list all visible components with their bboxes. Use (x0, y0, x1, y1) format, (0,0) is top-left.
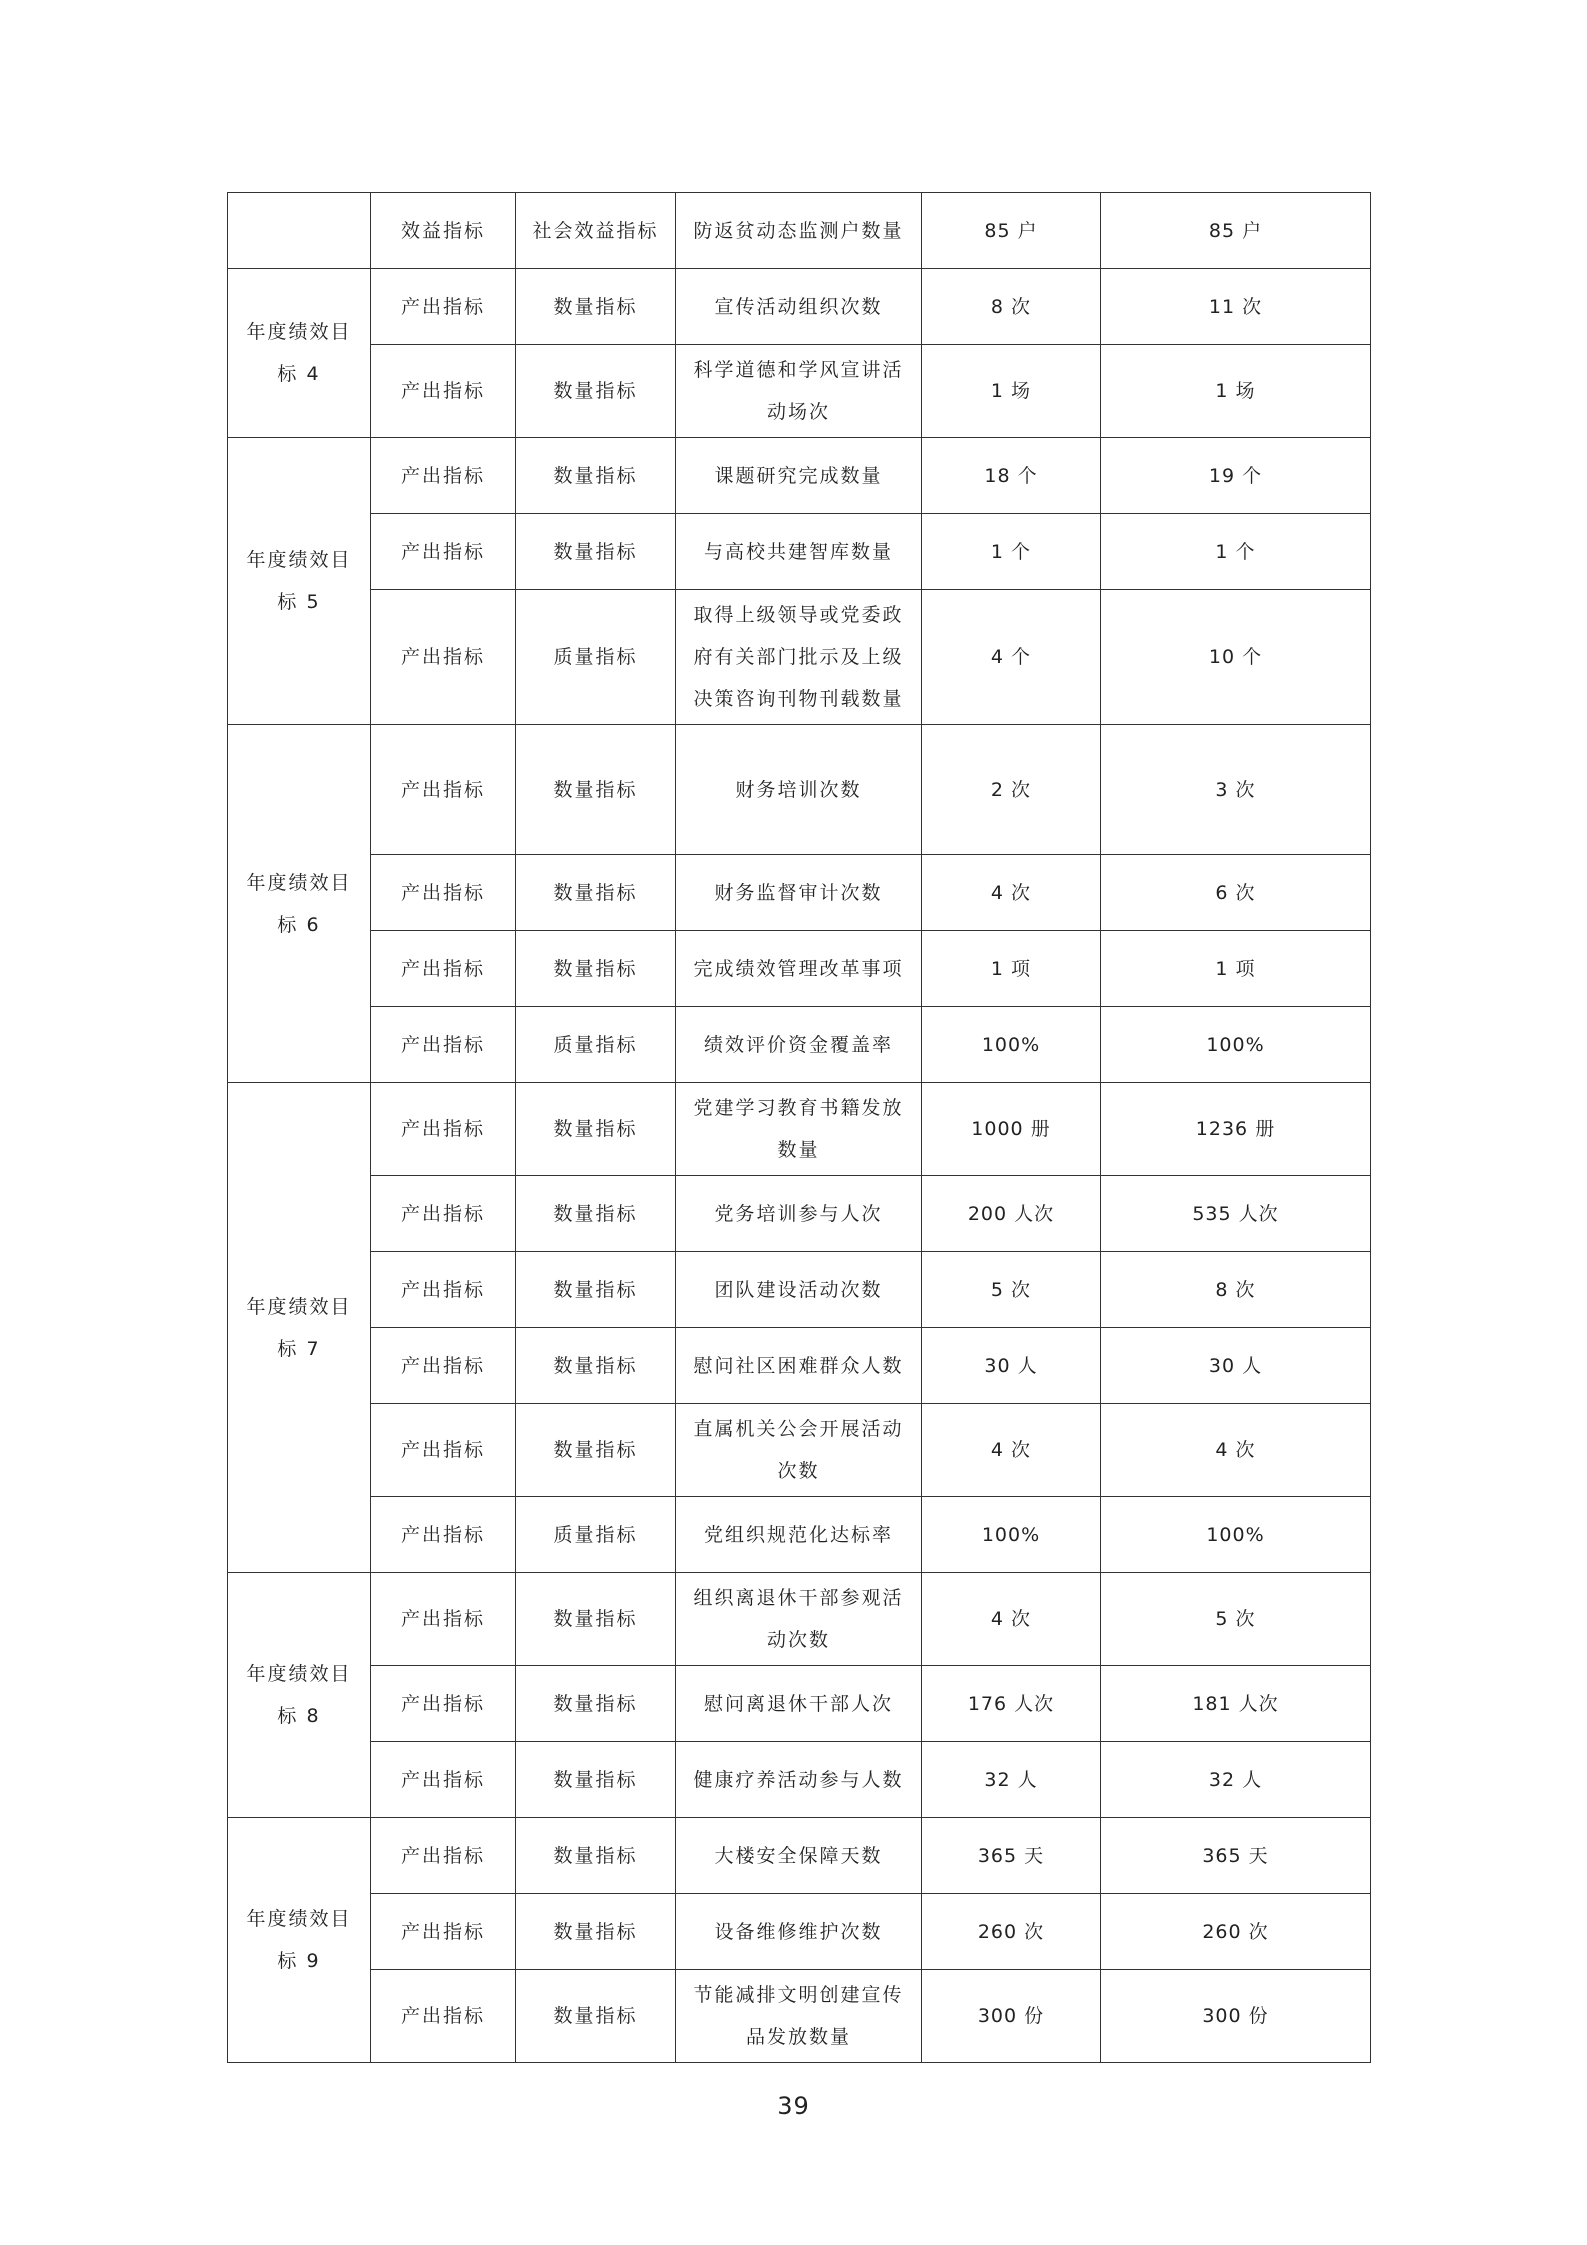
goal-cell: 年度绩效目标 5 (228, 438, 371, 725)
indicator-name-cell: 课题研究完成数量 (676, 438, 922, 514)
target-value-cell: 5 次 (922, 1252, 1101, 1328)
target-value-cell: 4 次 (922, 855, 1101, 931)
level1-indicator-cell: 产出指标 (371, 1894, 516, 1970)
actual-value-cell: 10 个 (1101, 590, 1371, 725)
indicator-name-cell: 防返贫动态监测户数量 (676, 193, 922, 269)
actual-value-cell: 8 次 (1101, 1252, 1371, 1328)
level2-indicator-cell: 数量指标 (516, 1083, 676, 1176)
level1-indicator-cell: 产出指标 (371, 438, 516, 514)
level2-indicator-cell: 数量指标 (516, 1328, 676, 1404)
level2-indicator-cell: 数量指标 (516, 1970, 676, 2063)
table-row (228, 1742, 1371, 1818)
goal-cell: 年度绩效目标 4 (228, 269, 371, 438)
level1-indicator-cell: 产出指标 (371, 1252, 516, 1328)
goal-cell: 年度绩效目标 9 (228, 1818, 371, 2063)
level2-indicator-cell: 数量指标 (516, 1666, 676, 1742)
level1-indicator-cell: 效益指标 (371, 193, 516, 269)
indicator-name-cell: 节能减排文明创建宣传品发放数量 (676, 1970, 922, 2063)
indicator-name-cell: 组织离退休干部参观活动次数 (676, 1573, 922, 1666)
level2-indicator-cell: 数量指标 (516, 345, 676, 438)
level1-indicator-cell: 产出指标 (371, 345, 516, 438)
indicator-name-cell: 直属机关公会开展活动次数 (676, 1404, 922, 1497)
indicator-name-cell: 设备维修维护次数 (676, 1894, 922, 1970)
actual-value-cell: 260 次 (1101, 1894, 1371, 1970)
indicator-name-cell: 慰问社区困难群众人数 (676, 1328, 922, 1404)
level2-indicator-cell: 数量指标 (516, 1894, 676, 1970)
actual-value-cell: 30 人 (1101, 1328, 1371, 1404)
goal-cell: 年度绩效目标 7 (228, 1083, 371, 1573)
target-value-cell: 1 场 (922, 345, 1101, 438)
level1-indicator-cell: 产出指标 (371, 1818, 516, 1894)
table-row (228, 1497, 1371, 1573)
table-row (228, 1176, 1371, 1252)
target-value-cell: 30 人 (922, 1328, 1101, 1404)
table-row (228, 1328, 1371, 1404)
actual-value-cell: 4 次 (1101, 1404, 1371, 1497)
table-body (228, 193, 1371, 2063)
indicator-name-cell: 党建学习教育书籍发放数量 (676, 1083, 922, 1176)
level1-indicator-cell: 产出指标 (371, 1007, 516, 1083)
table-row (228, 269, 1371, 345)
target-value-cell: 4 个 (922, 590, 1101, 725)
table-row (228, 590, 1371, 725)
level1-indicator-cell: 产出指标 (371, 514, 516, 590)
level2-indicator-cell: 数量指标 (516, 1573, 676, 1666)
performance-table (227, 192, 1371, 2063)
actual-value-cell: 3 次 (1101, 725, 1371, 855)
target-value-cell: 8 次 (922, 269, 1101, 345)
target-value-cell: 18 个 (922, 438, 1101, 514)
level1-indicator-cell: 产出指标 (371, 1176, 516, 1252)
level2-indicator-cell: 数量指标 (516, 931, 676, 1007)
target-value-cell: 100% (922, 1007, 1101, 1083)
target-value-cell: 85 户 (922, 193, 1101, 269)
table-row (228, 1404, 1371, 1497)
target-value-cell: 100% (922, 1497, 1101, 1573)
actual-value-cell: 365 天 (1101, 1818, 1371, 1894)
indicator-name-cell: 财务培训次数 (676, 725, 922, 855)
indicator-name-cell: 党组织规范化达标率 (676, 1497, 922, 1573)
table-row (228, 1818, 1371, 1894)
level2-indicator-cell: 数量指标 (516, 725, 676, 855)
level2-indicator-cell: 数量指标 (516, 1818, 676, 1894)
level1-indicator-cell: 产出指标 (371, 1404, 516, 1497)
level1-indicator-cell: 产出指标 (371, 269, 516, 345)
level2-indicator-cell: 质量指标 (516, 1007, 676, 1083)
actual-value-cell: 5 次 (1101, 1573, 1371, 1666)
indicator-name-cell: 慰问离退休干部人次 (676, 1666, 922, 1742)
target-value-cell: 200 人次 (922, 1176, 1101, 1252)
actual-value-cell: 1 个 (1101, 514, 1371, 590)
target-value-cell: 1 个 (922, 514, 1101, 590)
target-value-cell: 176 人次 (922, 1666, 1101, 1742)
level1-indicator-cell: 产出指标 (371, 1083, 516, 1176)
actual-value-cell: 535 人次 (1101, 1176, 1371, 1252)
indicator-name-cell: 党务培训参与人次 (676, 1176, 922, 1252)
indicator-name-cell: 团队建设活动次数 (676, 1252, 922, 1328)
target-value-cell: 1000 册 (922, 1083, 1101, 1176)
level1-indicator-cell: 产出指标 (371, 1970, 516, 2063)
indicator-name-cell: 科学道德和学风宣讲活动场次 (676, 345, 922, 438)
table-row (228, 1573, 1371, 1666)
level1-indicator-cell: 产出指标 (371, 855, 516, 931)
level2-indicator-cell: 社会效益指标 (516, 193, 676, 269)
table-row (228, 438, 1371, 514)
level2-indicator-cell: 数量指标 (516, 1176, 676, 1252)
target-value-cell: 4 次 (922, 1404, 1101, 1497)
table-row (228, 1252, 1371, 1328)
actual-value-cell: 11 次 (1101, 269, 1371, 345)
level2-indicator-cell: 数量指标 (516, 1742, 676, 1818)
actual-value-cell: 100% (1101, 1007, 1371, 1083)
table-row (228, 1894, 1371, 1970)
target-value-cell: 365 天 (922, 1818, 1101, 1894)
indicator-name-cell: 宣传活动组织次数 (676, 269, 922, 345)
actual-value-cell: 1 项 (1101, 931, 1371, 1007)
actual-value-cell: 85 户 (1101, 193, 1371, 269)
level1-indicator-cell: 产出指标 (371, 1742, 516, 1818)
actual-value-cell: 300 份 (1101, 1970, 1371, 2063)
level2-indicator-cell: 数量指标 (516, 855, 676, 931)
level1-indicator-cell: 产出指标 (371, 1328, 516, 1404)
level1-indicator-cell: 产出指标 (371, 931, 516, 1007)
indicator-name-cell: 取得上级领导或党委政府有关部门批示及上级决策咨询刊物刊载数量 (676, 590, 922, 725)
goal-cell: 年度绩效目标 6 (228, 725, 371, 1083)
level2-indicator-cell: 数量指标 (516, 438, 676, 514)
indicator-name-cell: 绩效评价资金覆盖率 (676, 1007, 922, 1083)
level2-indicator-cell: 数量指标 (516, 269, 676, 345)
level1-indicator-cell: 产出指标 (371, 590, 516, 725)
level2-indicator-cell: 质量指标 (516, 590, 676, 725)
page-number: 39 (777, 2092, 810, 2120)
table-row (228, 1666, 1371, 1742)
level2-indicator-cell: 质量指标 (516, 1497, 676, 1573)
level2-indicator-cell: 数量指标 (516, 1252, 676, 1328)
target-value-cell: 300 份 (922, 1970, 1101, 2063)
target-value-cell: 260 次 (922, 1894, 1101, 1970)
target-value-cell: 1 项 (922, 931, 1101, 1007)
target-value-cell: 32 人 (922, 1742, 1101, 1818)
actual-value-cell: 19 个 (1101, 438, 1371, 514)
table-row (228, 345, 1371, 438)
actual-value-cell: 6 次 (1101, 855, 1371, 931)
goal-cell: 年度绩效目标 8 (228, 1573, 371, 1818)
level2-indicator-cell: 数量指标 (516, 514, 676, 590)
table-row (228, 193, 1371, 269)
table-row (228, 1007, 1371, 1083)
level1-indicator-cell: 产出指标 (371, 1666, 516, 1742)
actual-value-cell: 1 场 (1101, 345, 1371, 438)
level2-indicator-cell: 数量指标 (516, 1404, 676, 1497)
level1-indicator-cell: 产出指标 (371, 725, 516, 855)
target-value-cell: 4 次 (922, 1573, 1101, 1666)
level1-indicator-cell: 产出指标 (371, 1573, 516, 1666)
table-row (228, 931, 1371, 1007)
table-row (228, 725, 1371, 855)
level1-indicator-cell: 产出指标 (371, 1497, 516, 1573)
indicator-name-cell: 健康疗养活动参与人数 (676, 1742, 922, 1818)
indicator-name-cell: 完成绩效管理改革事项 (676, 931, 922, 1007)
table-row (228, 1970, 1371, 2063)
table-row (228, 1083, 1371, 1176)
target-value-cell: 2 次 (922, 725, 1101, 855)
actual-value-cell: 100% (1101, 1497, 1371, 1573)
indicator-name-cell: 大楼安全保障天数 (676, 1818, 922, 1894)
table-row (228, 855, 1371, 931)
actual-value-cell: 32 人 (1101, 1742, 1371, 1818)
actual-value-cell: 1236 册 (1101, 1083, 1371, 1176)
indicator-name-cell: 财务监督审计次数 (676, 855, 922, 931)
goal-cell (228, 193, 371, 269)
actual-value-cell: 181 人次 (1101, 1666, 1371, 1742)
indicator-name-cell: 与高校共建智库数量 (676, 514, 922, 590)
table-row (228, 514, 1371, 590)
